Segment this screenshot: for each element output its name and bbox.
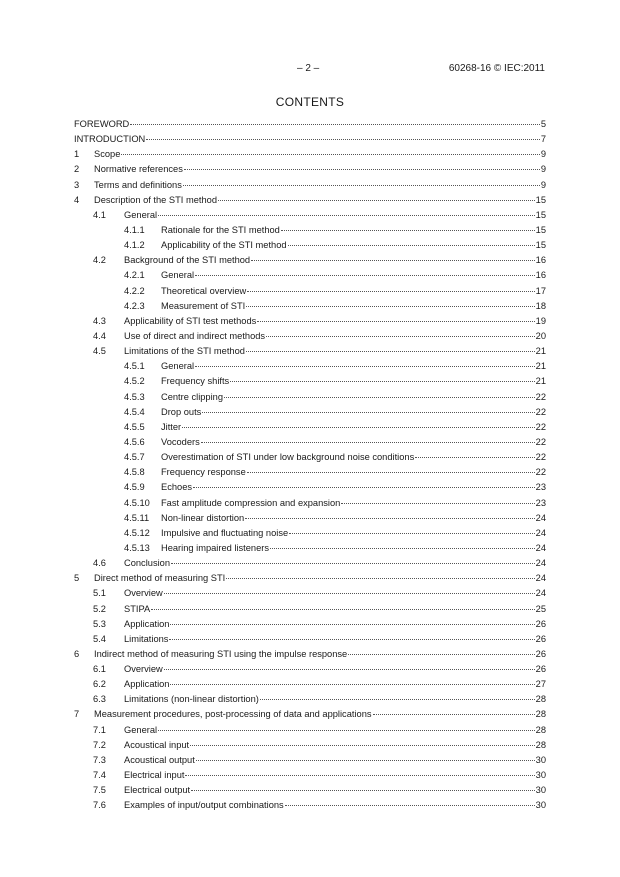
toc-entry[interactable] — [74, 117, 546, 132]
toc-entry-page: 15 — [535, 224, 546, 235]
toc-entry-page: 9 — [540, 164, 546, 175]
toc-dot-leader — [191, 782, 535, 791]
toc-entry-label: Examples of input/output combinations — [124, 800, 284, 811]
toc-entry-label: Overestimation of STI under low background noise conditions — [161, 452, 415, 463]
toc-entry-page: 24 — [535, 527, 546, 538]
toc-entry-page: 30 — [535, 800, 546, 811]
toc-entry-number: 4.5 — [93, 346, 106, 357]
table-of-contents — [74, 117, 546, 813]
toc-entry-number: 7 — [74, 709, 80, 720]
toc-dot-leader — [164, 661, 535, 670]
toc-entry-page: 20 — [535, 330, 546, 341]
toc-entry-page: 24 — [535, 588, 546, 599]
toc-entry[interactable] — [74, 632, 546, 647]
toc-entry-label: Electrical output — [124, 785, 191, 796]
toc-entry[interactable] — [74, 586, 546, 601]
toc-dot-leader — [195, 267, 535, 276]
toc-entry[interactable] — [74, 692, 546, 707]
toc-dot-leader — [170, 676, 534, 685]
toc-entry-number: 4.5.4 — [124, 406, 145, 417]
toc-dot-leader — [190, 737, 535, 746]
toc-entry-label: Description of the STI method — [94, 194, 217, 205]
toc-entry-number: 4.2.3 — [124, 300, 145, 311]
toc-entry-label: Terms and definitions — [94, 179, 182, 190]
toc-entry-page: 18 — [535, 300, 546, 311]
toc-entry-label: Conclusion — [124, 558, 170, 569]
toc-entry[interactable] — [74, 435, 546, 450]
toc-entry-label: General — [124, 724, 158, 735]
toc-entry-page: 28 — [535, 724, 546, 735]
toc-dot-leader — [251, 252, 535, 261]
toc-entry-label: Acoustical output — [124, 754, 195, 765]
toc-entry-label: FOREWORD — [74, 119, 130, 129]
toc-entry-page: 5 — [540, 119, 546, 129]
toc-dot-leader — [185, 767, 534, 776]
toc-dot-leader — [121, 146, 539, 155]
toc-dot-leader — [171, 555, 535, 564]
toc-entry-number: 4.5.10 — [124, 497, 150, 508]
toc-entry[interactable] — [74, 223, 546, 238]
toc-entry-label: General — [161, 270, 195, 281]
toc-entry-number: 3 — [74, 179, 80, 190]
toc-entry-number: 4.5.11 — [124, 512, 150, 523]
toc-dot-leader — [226, 570, 534, 579]
toc-entry-number: 4.5.3 — [124, 391, 145, 402]
toc-entry-label: Drop outs — [161, 406, 202, 417]
toc-dot-leader — [270, 540, 535, 549]
toc-entry-page: 30 — [535, 754, 546, 765]
toc-entry-label: STIPA — [124, 603, 151, 614]
toc-entry[interactable] — [74, 617, 546, 632]
toc-entry[interactable] — [74, 496, 546, 511]
toc-entry-page: 25 — [535, 603, 546, 614]
toc-entry-number: 4.5.12 — [124, 527, 150, 538]
toc-entry-number: 4.5.8 — [124, 467, 145, 478]
toc-entry-label: Normative references — [94, 164, 183, 175]
toc-entry[interactable] — [74, 571, 546, 586]
toc-entry[interactable] — [74, 299, 546, 314]
toc-entry-page: 9 — [540, 149, 546, 160]
toc-entry-page: 15 — [535, 240, 546, 251]
toc-entry-label: Indirect method of measuring STI using the impulse response — [94, 648, 348, 659]
toc-entry-page: 26 — [535, 648, 546, 659]
toc-entry-label: Scope — [94, 149, 121, 160]
toc-entry-page: 16 — [535, 270, 546, 281]
toc-entry[interactable] — [74, 602, 546, 617]
toc-entry-page: 26 — [535, 618, 546, 629]
toc-entry-page: 22 — [535, 391, 546, 402]
toc-entry[interactable] — [74, 450, 546, 465]
toc-entry-page: 28 — [535, 739, 546, 750]
toc-dot-leader — [130, 116, 540, 125]
toc-entry-label: Measurement of STI — [161, 300, 246, 311]
toc-entry-label: Hearing impaired listeners — [161, 542, 269, 553]
contents-title: CONTENTS — [275, 95, 345, 109]
toc-entry-number: 6.3 — [93, 694, 106, 705]
toc-dot-leader — [195, 358, 535, 367]
toc-entry-page: 9 — [540, 179, 546, 190]
toc-entry-number: 4.4 — [93, 330, 106, 341]
toc-entry[interactable] — [74, 480, 546, 495]
toc-entry-label: Impulsive and fluctuating noise — [161, 527, 289, 538]
toc-entry-label: General — [161, 361, 195, 372]
toc-entry-number: 4.1.2 — [124, 240, 145, 251]
toc-entry-label: Applicability of STI test methods — [124, 315, 257, 326]
toc-dot-leader — [193, 479, 535, 488]
toc-entry[interactable] — [74, 374, 546, 389]
toc-dot-leader — [158, 722, 535, 731]
toc-dot-leader — [202, 404, 534, 413]
toc-entry-label: Limitations — [124, 633, 169, 644]
toc-entry-number: 4.1 — [93, 209, 106, 220]
toc-entry-number: 4.5.6 — [124, 436, 145, 447]
toc-entry-number: 7.3 — [93, 754, 106, 765]
page-header — [0, 63, 620, 77]
toc-entry-number: 7.1 — [93, 724, 106, 735]
toc-dot-leader — [247, 464, 535, 473]
toc-entry-label: Fast amplitude compression and expansion — [161, 497, 341, 508]
toc-dot-leader — [266, 328, 535, 337]
toc-dot-leader — [151, 601, 534, 610]
toc-entry[interactable] — [74, 662, 546, 677]
toc-dot-leader — [224, 389, 535, 398]
toc-entry-label: General — [124, 209, 158, 220]
toc-dot-leader — [184, 161, 540, 170]
toc-entry-number: 4.2.1 — [124, 270, 145, 281]
toc-entry[interactable] — [74, 405, 546, 420]
toc-entry-number: 4.2 — [93, 255, 106, 266]
toc-entry-page: 24 — [535, 573, 546, 584]
toc-entry[interactable] — [74, 390, 546, 405]
toc-entry-number: 4.1.1 — [124, 224, 145, 235]
toc-entry[interactable] — [74, 329, 546, 344]
toc-entry-number: 4.5.1 — [124, 361, 145, 372]
toc-entry[interactable] — [74, 268, 546, 283]
toc-entry-number: 4.3 — [93, 315, 106, 326]
toc-entry[interactable] — [74, 314, 546, 329]
toc-entry[interactable] — [74, 132, 546, 147]
toc-entry-label: Vocoders — [161, 436, 200, 447]
page-number: – 2 – — [297, 63, 320, 74]
toc-entry-number: 5.2 — [93, 603, 106, 614]
toc-entry-label: Jitter — [161, 421, 182, 432]
toc-dot-leader — [183, 177, 540, 186]
toc-entry-page: 30 — [535, 770, 546, 781]
toc-entry-number: 4.6 — [93, 558, 106, 569]
toc-entry-number: 4.5.7 — [124, 452, 145, 463]
toc-entry[interactable] — [74, 193, 546, 208]
toc-entry-page: 26 — [535, 664, 546, 675]
toc-dot-leader — [341, 495, 534, 504]
toc-dot-leader — [201, 434, 535, 443]
toc-dot-leader — [196, 752, 535, 761]
toc-entry-label: Frequency shifts — [161, 376, 230, 387]
toc-entry-label: Rationale for the STI method — [161, 224, 280, 235]
toc-entry[interactable] — [74, 284, 546, 299]
toc-entry-label: Theoretical overview — [161, 285, 247, 296]
toc-entry-number: 6.1 — [93, 664, 106, 675]
toc-entry-page: 24 — [535, 542, 546, 553]
toc-entry-page: 22 — [535, 467, 546, 478]
toc-entry[interactable] — [74, 208, 546, 223]
toc-entry-number: 7.2 — [93, 739, 106, 750]
toc-entry-number: 7.4 — [93, 770, 106, 781]
toc-entry-label: Non-linear distortion — [161, 512, 245, 523]
toc-entry-number: 5.3 — [93, 618, 106, 629]
toc-entry-label: Electrical input — [124, 770, 185, 781]
toc-entry-number: 6 — [74, 648, 80, 659]
toc-entry-label: Overview — [124, 664, 163, 675]
toc-entry-number: 7.6 — [93, 800, 106, 811]
toc-entry[interactable] — [74, 511, 546, 526]
toc-entry[interactable] — [74, 738, 546, 753]
toc-entry[interactable] — [74, 768, 546, 783]
toc-entry-page: 17 — [535, 285, 546, 296]
toc-entry-number: 4.2.2 — [124, 285, 145, 296]
toc-entry-page: 21 — [535, 361, 546, 372]
toc-entry-label: Centre clipping — [161, 391, 224, 402]
toc-dot-leader — [288, 237, 535, 246]
toc-entry-page: 21 — [535, 376, 546, 387]
toc-entry[interactable] — [74, 344, 546, 359]
toc-entry-page: 7 — [540, 134, 546, 145]
toc-entry[interactable] — [74, 359, 546, 374]
toc-entry-label: Measurement procedures, post-processing of data and applications — [94, 709, 372, 720]
toc-dot-leader — [260, 691, 535, 700]
toc-entry-label: Acoustical input — [124, 739, 190, 750]
toc-entry[interactable] — [74, 647, 546, 662]
toc-entry-page: 30 — [535, 785, 546, 796]
toc-entry-label: Applicability of the STI method — [161, 240, 287, 251]
toc-dot-leader — [230, 373, 534, 382]
toc-entry[interactable] — [74, 783, 546, 798]
toc-entry-page: 22 — [535, 436, 546, 447]
toc-dot-leader — [285, 797, 535, 806]
toc-entry-label: Frequency response — [161, 467, 246, 478]
toc-dot-leader — [247, 283, 534, 292]
toc-dot-leader — [182, 419, 535, 428]
toc-dot-leader — [218, 192, 535, 201]
toc-entry-page: 22 — [535, 421, 546, 432]
toc-entry[interactable] — [74, 753, 546, 768]
toc-entry[interactable] — [74, 723, 546, 738]
toc-entry-label: Application — [124, 679, 170, 690]
toc-entry-label: Limitations of the STI method — [124, 346, 245, 357]
toc-entry[interactable] — [74, 798, 546, 813]
toc-dot-leader — [246, 343, 535, 352]
toc-entry-number: 5.1 — [93, 588, 106, 599]
toc-entry-label: Direct method of measuring STI — [94, 573, 226, 584]
toc-entry-page: 15 — [535, 194, 546, 205]
toc-dot-leader — [348, 646, 534, 655]
toc-entry[interactable] — [74, 162, 546, 177]
toc-entry-page: 23 — [535, 497, 546, 508]
toc-entry[interactable] — [74, 541, 546, 556]
toc-dot-leader — [164, 585, 535, 594]
toc-entry-number: 4.5.2 — [124, 376, 145, 387]
toc-entry-page: 22 — [535, 452, 546, 463]
toc-dot-leader — [170, 616, 534, 625]
toc-entry-page: 28 — [535, 709, 546, 720]
toc-entry-page: 28 — [535, 694, 546, 705]
toc-entry[interactable] — [74, 526, 546, 541]
toc-entry-number: 2 — [74, 164, 80, 175]
toc-entry-page: 16 — [535, 255, 546, 266]
toc-entry[interactable] — [74, 420, 546, 435]
toc-entry-number: 1 — [74, 149, 80, 160]
toc-entry-label: Application — [124, 618, 170, 629]
toc-entry[interactable] — [74, 178, 546, 193]
toc-entry-label: Use of direct and indirect methods — [124, 330, 266, 341]
toc-entry[interactable] — [74, 253, 546, 268]
toc-entry-number: 6.2 — [93, 679, 106, 690]
toc-entry-label: INTRODUCTION — [74, 134, 146, 145]
toc-dot-leader — [146, 131, 540, 140]
toc-dot-leader — [169, 631, 534, 640]
toc-entry-page: 22 — [535, 406, 546, 417]
toc-entry-number: 4.5.9 — [124, 482, 145, 493]
toc-dot-leader — [373, 706, 535, 715]
toc-dot-leader — [245, 510, 534, 519]
toc-dot-leader — [158, 207, 535, 216]
toc-entry-number: 4.5.5 — [124, 421, 145, 432]
toc-entry-page: 21 — [535, 346, 546, 357]
toc-entry-number: 4.5.13 — [124, 542, 150, 553]
toc-entry-page: 24 — [535, 558, 546, 569]
toc-entry-label: Echoes — [161, 482, 193, 493]
toc-entry-number: 4 — [74, 194, 80, 205]
toc-entry-page: 26 — [535, 633, 546, 644]
toc-entry-page: 24 — [535, 512, 546, 523]
toc-dot-leader — [289, 525, 535, 534]
toc-entry-label: Background of the STI method — [124, 255, 251, 266]
document-reference: 60268-16 © IEC:2011 — [448, 63, 545, 74]
toc-dot-leader — [257, 313, 534, 322]
toc-entry-page: 27 — [535, 679, 546, 690]
toc-entry[interactable] — [74, 238, 546, 253]
toc-entry[interactable] — [74, 556, 546, 571]
toc-entry[interactable] — [74, 465, 546, 480]
toc-entry-label: Overview — [124, 588, 163, 599]
toc-dot-leader — [415, 449, 534, 458]
toc-entry-page: 19 — [535, 315, 546, 326]
toc-entry[interactable] — [74, 147, 546, 162]
toc-entry-label: Limitations (non-linear distortion) — [124, 694, 259, 705]
toc-entry[interactable] — [74, 707, 546, 722]
toc-entry-number: 5.4 — [93, 633, 106, 644]
toc-entry-page: 15 — [535, 209, 546, 220]
toc-entry-number: 7.5 — [93, 785, 106, 796]
toc-dot-leader — [246, 298, 534, 307]
toc-entry-number: 5 — [74, 573, 80, 584]
toc-entry-page: 23 — [535, 482, 546, 493]
toc-entry[interactable] — [74, 677, 546, 692]
toc-dot-leader — [281, 222, 535, 231]
